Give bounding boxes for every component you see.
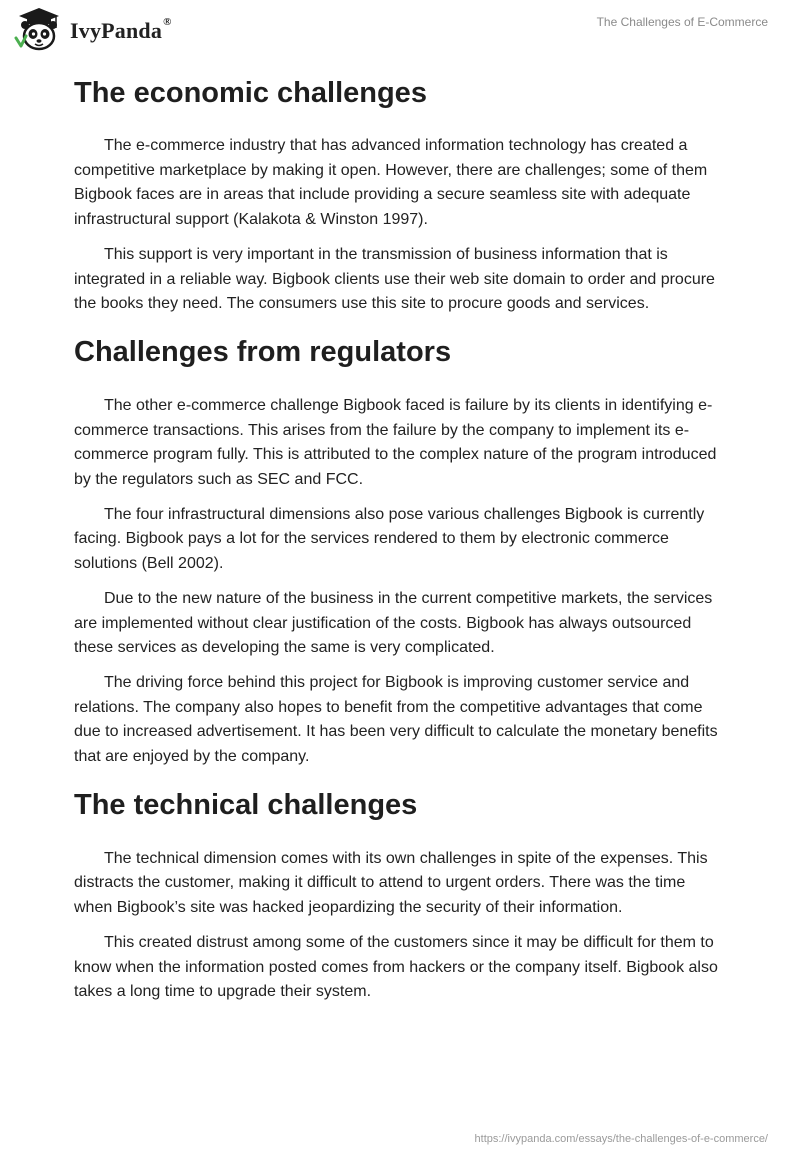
- paragraph: The e-commerce industry that has advanced information technology has created a competitive marketplace by making it open. However, there are challenges; some of them Bigbook faces are in areas that include providing a secure seamless site with adequate infrastructural support (Kalakota & Winston 1997).: [74, 137, 708, 229]
- paragraph: The other e-commerce challenge Bigbook faced is failure by its clients in identifying e-commerce transactions. This arises from the failure by the company to implement its e-commerce program fully. This is attributed to the complex nature of the program introduced by the regulators such as SEC and FCC.: [74, 396, 717, 489]
- section-technical-challenges: [74, 785, 724, 1005]
- document-title: The Challenges of E-Commerce: [596, 15, 768, 29]
- registered-mark: ®: [163, 16, 172, 28]
- paragraph: Due to the new nature of the business in the current competitive markets, the services are implemented without clear justification of the costs. Bigbook has always outsourced these services as developing the same is very complicated.: [74, 589, 713, 657]
- paragraph: The four infrastructural dimensions also pose various challenges Bigbook is currently facing. Bigbook pays a lot for the services rendered to them by electronic commerce solutions (Bell 2002).: [74, 505, 705, 573]
- source-url-link[interactable]: https://ivypanda.com/essays/the-challenges-of-e-commerce/: [474, 1133, 768, 1145]
- paragraph: This created distrust among some of the customers since it may be difficult for them to know when the information posted comes from hackers or the company itself. Bigbook also takes a long time to upgrade their system.: [74, 933, 718, 1001]
- panda-graduate-icon: [14, 6, 64, 52]
- page-header: [0, 0, 800, 60]
- paragraph: The driving force behind this project for Bigbook is improving customer service and relations. The company also hopes to benefit from the competitive advantages that come due to increased advertisement. It has been very difficult to calculate the monetary benefits that are enjoyed by the company.: [74, 673, 718, 766]
- section-heading: Challenges from regulators: [74, 335, 452, 368]
- section-heading: The economic challenges: [74, 77, 427, 109]
- section-economic-challenges: [74, 73, 724, 317]
- section-heading: The technical challenges: [74, 788, 418, 821]
- paragraph: This support is very important in the transmission of business information that is integrated in a reliable way. Bigbook clients use their web site domain to order and procure the books they need. The consumers use this site to procure goods and services.: [74, 245, 715, 313]
- section-regulators-challenges: [74, 332, 724, 770]
- paragraph: The technical dimension comes with its own challenges in spite of the expenses. This distracts the customer, making it difficult to attend to urgent orders. There was the time when Bigbook’s site was hacked jeopardizing the security of their information.: [74, 849, 708, 917]
- essay-body: [74, 70, 724, 1015]
- ivypanda-logo[interactable]: [14, 6, 172, 52]
- brand-name: IvyPanda®: [70, 16, 172, 43]
